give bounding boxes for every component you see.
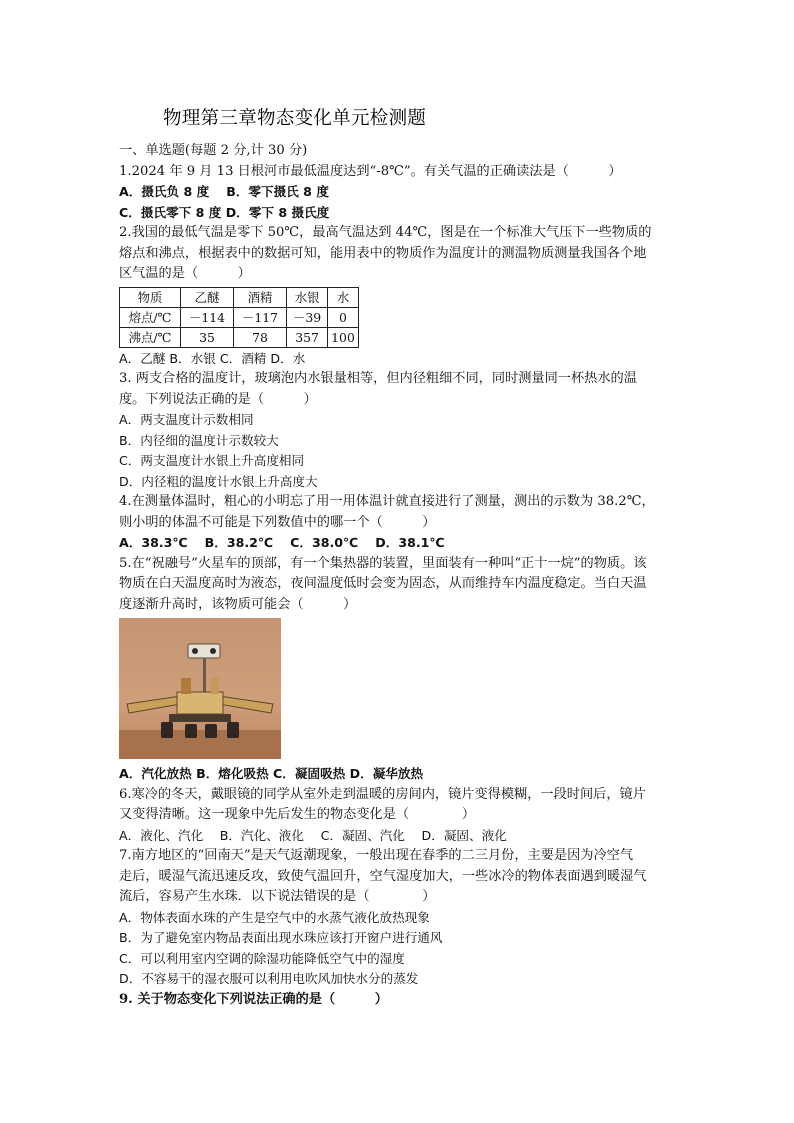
option-b: B．内径细的温度计示数较大 [119,432,279,448]
question-stem: 度。下列说法正确的是（ ） [119,391,317,407]
option-c: C．两支温度计水银上升高度相同 [119,453,305,468]
question-5 [119,554,679,785]
option-b: B．为了避免室内物品表面出现水珠应该打开窗户进行通风 [119,930,443,945]
question-stem: 流后，容易产生水珠．以下说法错误的是（ ） [119,889,436,904]
table-cell: 物质 [120,287,181,307]
question-stem: 7.南方地区的“回南天”是天气返潮现象，一般出现在春季的二三月份，主要是因为冷空气 [119,848,633,863]
question-options: A．液化、汽化 B．汽化、液化 C．凝固、汽化 D．凝固、液化 [119,827,507,843]
table-cell: 乙醚 [181,287,234,307]
table-cell: 熔点/℃ [120,307,181,327]
option-a: A．物体表面水珠的产生是空气中的水蒸气液化放热现象 [119,909,430,925]
question-stem: 物质在白天温度高时为液态，夜间温度低时会变为固态，从而维持车内温度稳定。当白天温 [119,576,647,591]
question-4 [119,492,679,554]
question-stem: 6.寒冷的冬天，戴眼镜的同学从室外走到温暖的房间内，镜片变得模糊，一段时间后，镜片 [119,786,646,802]
question-options: A．乙醚 B．水银 C．酒精 D．水 [119,350,306,366]
exam-content [119,141,679,1010]
option-a: A．两支温度计示数相同 [119,412,254,427]
table-cell: 35 [181,327,234,347]
question-stem: 度逐渐升高时，该物质可能会（ ） [119,596,357,612]
question-stem: 又变得清晰。这一现象中先后发生的物态变化是（ ） [119,807,476,822]
table-cell: 100 [328,327,359,347]
question-options: A．汽化放热 B．熔化吸热 C．凝固吸热 D．凝华放热 [119,766,424,781]
question-options: A．38.3℃ B．38.2℃ C．38.0℃ D．38.1℃ [119,535,445,550]
table-cell: 357 [287,327,328,347]
question-stem: 4.在测量体温时，粗心的小明忘了用一用体温计就直接进行了测量，测出的示数为 38.2℃， [119,494,655,509]
question-1 [119,162,679,224]
table-cell: －114 [181,307,234,327]
question-6 [119,785,679,847]
question-2 [119,223,679,369]
table-cell: 沸点/℃ [120,327,181,347]
question-7 [119,846,679,990]
question-stem: 2.我国的最低气温是零下 50℃，最高气温达到 44℃，图是在一个标准大气压下一些物质的 [119,225,652,240]
melting-boiling-table [119,287,359,348]
question-stem: 1.2024 年 9 月 13 日根河市最低温度达到“-8℃”。有关气温的正确读法是（ ） [119,163,622,179]
question-stem: 熔点和沸点，根据表中的数据可知，能用表中的物质作为温度计的测温物质测量我国各个地 [119,245,647,261]
question-stem: 则小明的体温不可能是下列数值中的哪一个（ ） [119,514,436,530]
question-stem: 3. 两支合格的温度计，玻璃泡内水银量相等，但内径粗细不同，同时测量同一杯热水的温 [119,371,637,386]
option-c: C．可以利用室内空调的除湿功能降低空气中的湿度 [119,950,405,966]
question-options: C．摄氏零下 8 度 D．零下 8 摄氏度 [119,204,330,220]
table-header-row [120,287,359,307]
table-cell: －117 [234,307,287,327]
question-stem: 区气温的是（ ） [119,266,251,281]
table-cell: 0 [328,307,359,327]
section-heading: 一、单选题(每题 2 分,计 30 分) [119,143,308,158]
question-stem: 5.在“祝融号”火星车的顶部，有一个集热器的装置，里面装有一种叫“正十一烷”的物质。该 [119,555,647,571]
option-d: D．不容易干的湿衣服可以利用电吹风加快水分的蒸发 [119,971,419,986]
question-9 [119,990,679,1011]
table-cell: 水 [328,287,359,307]
question-3 [119,369,679,492]
question-stem: 走后，暖湿气流迅速反攻，致使气温回升，空气湿度加大，一些冰冷的物体表面遇到暖湿气 [119,868,647,884]
table-row [120,307,359,327]
question-options: A．摄氏负 8 度 B．零下摄氏 8 度 [119,184,329,199]
table-cell: 78 [234,327,287,347]
table-cell: －39 [287,307,328,327]
mars-rover-image [119,618,281,759]
question-stem: 9. 关于物态变化下列说法正确的是（ ） [119,991,388,1007]
table-cell: 酒精 [234,287,287,307]
page-title: 物理第三章物态变化单元检测题 [163,108,427,129]
option-d: D．内径粗的温度计水银上升高度大 [119,473,318,489]
table-cell: 水银 [287,287,328,307]
table-row [120,327,359,347]
